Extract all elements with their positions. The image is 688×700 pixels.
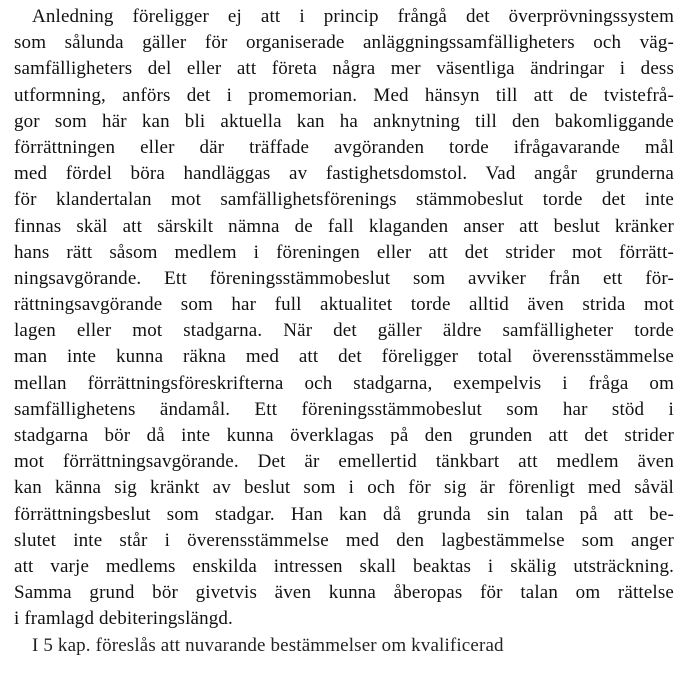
text-line: samfälligheters del eller att företa några mer väsentliga ändringar i dess [14, 58, 674, 80]
text-line: utformning, anförs det i promemorian. Med hänsyn till att de tvistefrå- [14, 84, 674, 106]
text-line: i framlagd debiteringslängd. [14, 608, 233, 630]
text-line: Anledning föreligger ej att i princip frångå det överprövningssystem [32, 6, 674, 27]
text-line-partial: I 5 kap. föreslås att nuvarande bestämmelser om kvalificerad [32, 634, 504, 656]
text-line: kan känna sig kränkt av beslut som i och för sig är förenligt med såväl [14, 477, 674, 499]
text-line: med fördel böra handläggas av fastighetsdomstol. Vad angår grunderna [14, 163, 674, 185]
body-text [14, 4, 674, 659]
text-line: för klandertalan mot samfällighetsförenings stämmobeslut torde det inte [14, 189, 674, 211]
text-line: gor som här kan bli aktuella kan ha anknytning till den bakomliggande [14, 110, 674, 132]
text-line: förrättningsbeslut som stadgar. Han kan då grunda sin talan på att be- [14, 503, 674, 525]
text-line: som sålunda gäller för organiserade anläggningssamfälligheters och väg- [14, 32, 674, 54]
text-line: rättningsavgörande som har full aktualitet torde alltid även strida mot [14, 294, 674, 316]
text-line: mot förrättningsavgörande. Det är emellertid tänkbart att medlem även [14, 451, 674, 473]
text-line: mellan förrättningsföreskrifterna och stadgarna, exempelvis i fråga om [14, 372, 674, 394]
text-line: samfällighetens ändamål. Ett föreningsstämmobeslut som har stöd i [14, 398, 674, 420]
text-line: att varje medlems enskilda intressen skall beaktas i skälig utsträckning. [14, 555, 674, 577]
text-line: hans rätt såsom medlem i föreningen eller att det strider mot förrätt- [14, 241, 674, 263]
text-line: slutet inte står i överensstämmelse med den lagbestämmelse som anger [14, 529, 674, 551]
text-line: förrättningen eller där träffade avgöranden torde ifrågavarande mål [14, 136, 674, 158]
text-line: ningsavgörande. Ett föreningsstämmobeslut som avviker från ett för- [14, 267, 674, 289]
text-line: man inte kunna räkna med att det föreligger total överensstämmelse [14, 346, 674, 368]
text-line: lagen eller mot stadgarna. När det gäller äldre samfälligheter torde [14, 320, 674, 342]
text-line: finnas skäl att särskilt nämna de fall klaganden anser att beslut kränker [14, 215, 674, 237]
text-line: Samma grund bör givetvis även kunna åberopas för talan om rättelse [14, 582, 674, 604]
text-line: stadgarna bör då inte kunna överklagas på den grunden att det strider [14, 425, 674, 446]
